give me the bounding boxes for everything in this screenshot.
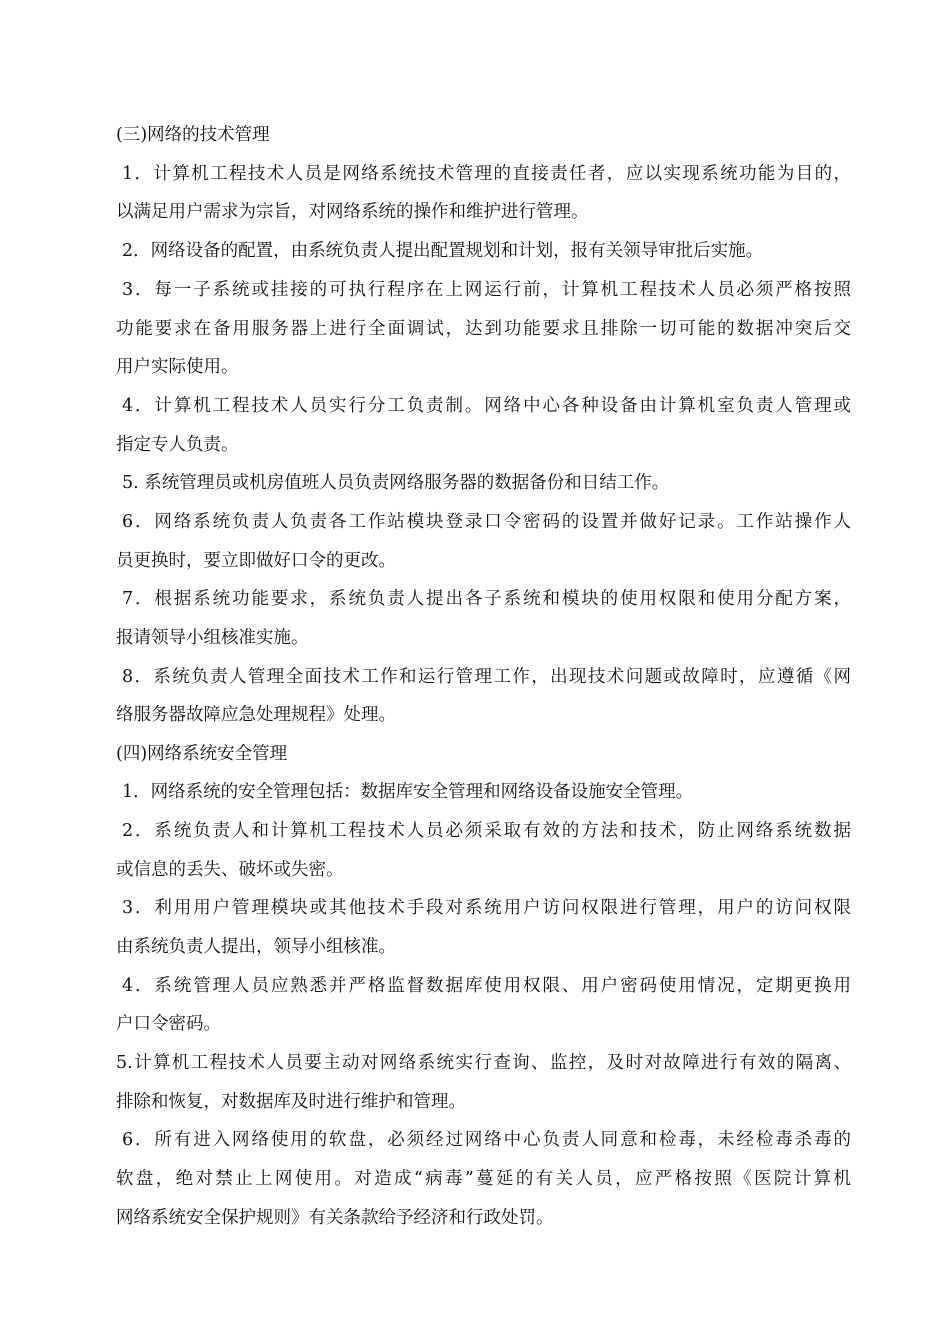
paragraph-line: 以满足用户需求为宗旨，对网络系统的操作和维护进行管理。 <box>116 202 589 222</box>
paragraph-line: 4．计算机工程技术人员实行分工负责制。网络中心各种设备由计算机室负责人管理或 <box>122 396 851 416</box>
paragraph-line: 2．系统负责人和计算机工程技术人员必须采取有效的方法和技术，防止网络系统数据 <box>122 821 851 841</box>
paragraph-line: 员更换时，要立即做好口令的更改。 <box>116 551 396 571</box>
paragraph-line: 网络系统安全保护规则》有关条款给予经济和行政处罚。 <box>116 1208 554 1228</box>
paragraph-line: 6．所有进入网络使用的软盘，必须经过网络中心负责人同意和检毒，未经检毒杀毒的 <box>122 1130 851 1150</box>
section-heading-technical-management: (三)网络的技术管理 <box>116 125 270 145</box>
paragraph-line: 报请领导小组核准实施。 <box>116 628 309 648</box>
paragraph-line: 或信息的丢失、破坏或失密。 <box>116 860 344 880</box>
paragraph-line: 1．网络系统的安全管理包括：数据库安全管理和网络设备设施安全管理。 <box>122 782 694 802</box>
paragraph-line: 1．计算机工程技术人员是网络系统技术管理的直接责任者，应以实现系统功能为目的， <box>122 164 851 184</box>
paragraph-line: 由系统负责人提出，领导小组核准。 <box>116 937 396 957</box>
section-heading-security-management: (四)网络系统安全管理 <box>116 744 288 764</box>
paragraph-line: 8．系统负责人管理全面技术工作和运行管理工作，出现技术问题或故障时，应遵循《网 <box>122 667 851 687</box>
paragraph-line: 4．系统管理人员应熟悉并严格监督数据库使用权限、用户密码使用情况，定期更换用 <box>122 976 851 996</box>
paragraph-line: 用户实际使用。 <box>116 357 239 377</box>
paragraph-line: 5. 系统管理员或机房值班人员负责网络服务器的数据备份和日结工作。 <box>122 473 670 493</box>
paragraph-line: 络服务器故障应急处理规程》处理。 <box>116 705 396 725</box>
paragraph-line: 7．根据系统功能要求，系统负责人提出各子系统和模块的使用权限和使用分配方案， <box>122 589 851 609</box>
paragraph-line: 指定专人负责。 <box>116 435 239 455</box>
paragraph-line: 功能要求在备用服务器上进行全面调试，达到功能要求且排除一切可能的数据冲突后交 <box>116 319 851 339</box>
paragraph-line: 3．每一子系统或挂接的可执行程序在上网运行前，计算机工程技术人员必须严格按照 <box>122 280 851 300</box>
paragraph-line: 6．网络系统负责人负责各工作站模块登录口令密码的设置并做好记录。工作站操作人 <box>122 512 851 532</box>
paragraph-line: 软盘，绝对禁止上网使用。对造成“病毒”蔓延的有关人员，应严格按照《医院计算机 <box>116 1169 851 1189</box>
paragraph-line: 3．利用用户管理模块或其他技术手段对系统用户访问权限进行管理，用户的访问权限 <box>122 898 851 918</box>
paragraph-line: 5.计算机工程技术人员要主动对网络系统实行查询、监控，及时对故障进行有效的隔离、 <box>116 1053 851 1073</box>
paragraph-line: 2．网络设备的配置，由系统负责人提出配置规划和计划，报有关领导审批后实施。 <box>122 241 764 261</box>
paragraph-line: 排除和恢复，对数据库及时进行维护和管理。 <box>116 1092 466 1112</box>
paragraph-line: 户口令密码。 <box>116 1014 221 1034</box>
